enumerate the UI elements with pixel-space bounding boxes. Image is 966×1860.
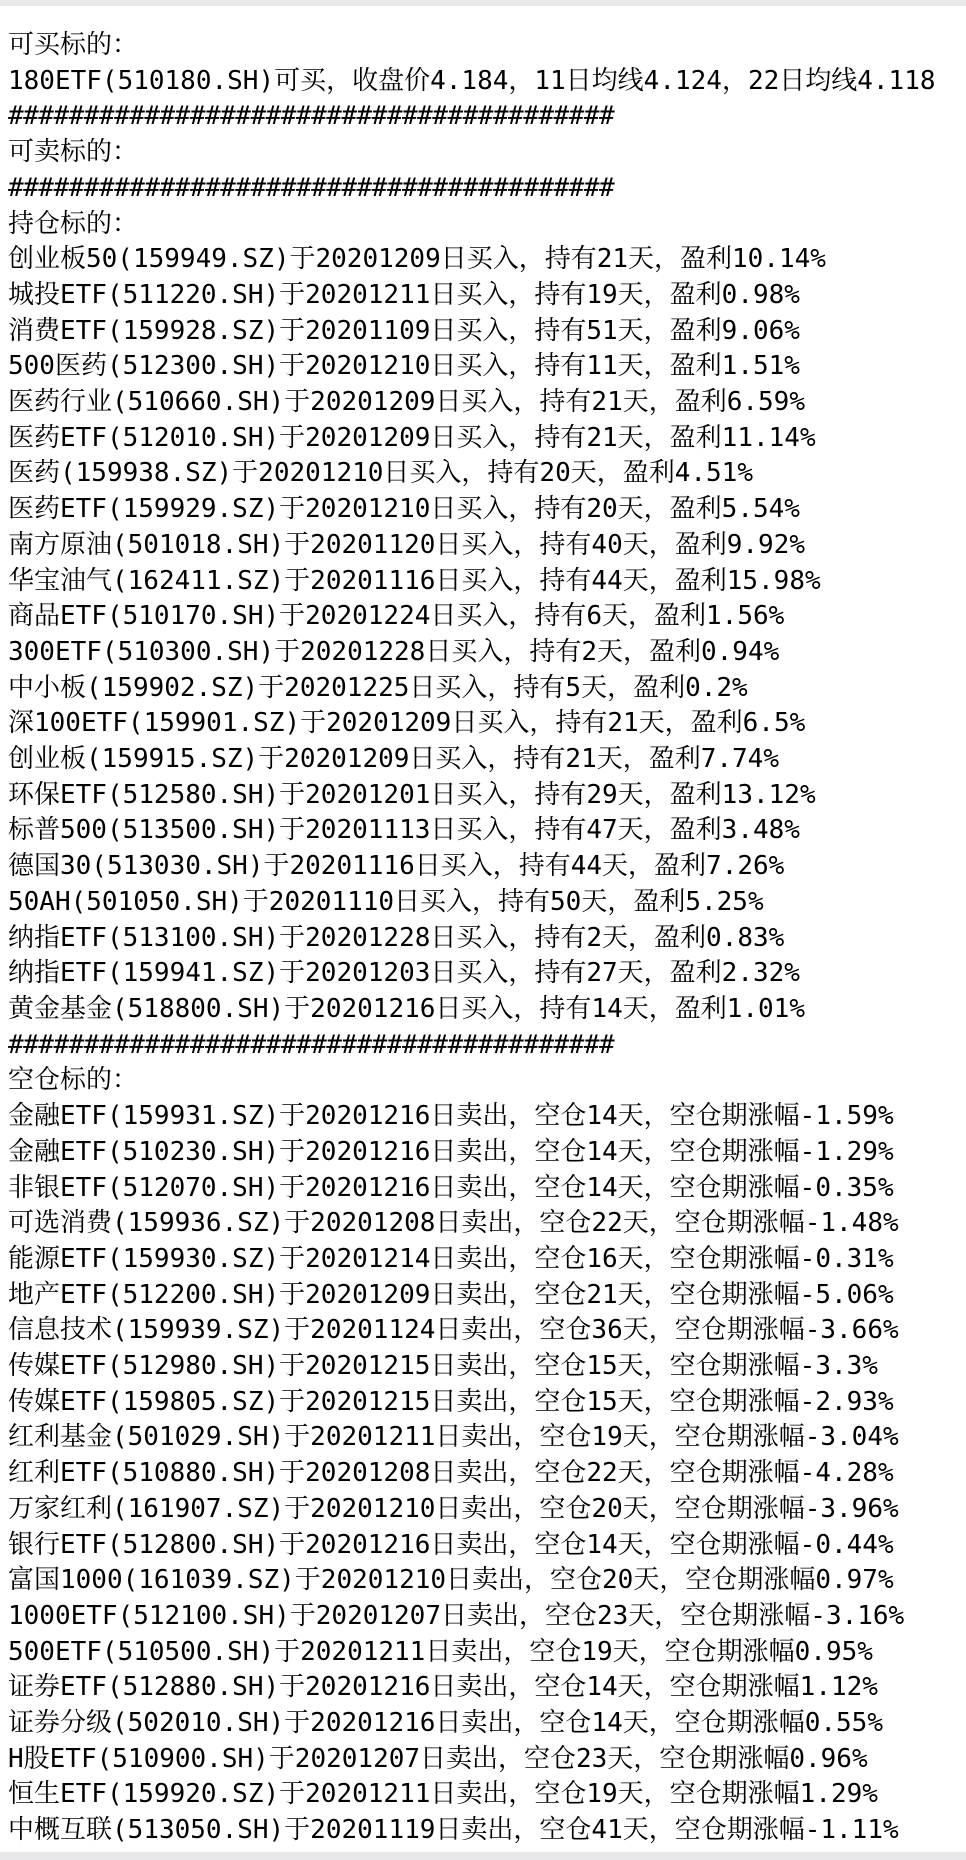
report-line: 信息技术(159939.SZ)于20201124日卖出，空仓36天，空仓期涨幅-3.66% — [8, 1315, 899, 1346]
report-line: 创业板50(159949.SZ)于20201209日买入，持有21天，盈利10.14% — [8, 244, 826, 275]
section-title-sellable: 可卖标的： — [8, 137, 139, 168]
report-line: 银行ETF(512800.SH)于20201216日卖出，空仓14天，空仓期涨幅-0.44% — [8, 1529, 894, 1560]
report-line: 180ETF(510180.SH)可买，收盘价4.184，11日均线4.124，22日均线4.118 — [8, 65, 936, 96]
report-line: 500ETF(510500.SH)于20201211日卖出，空仓19天，空仓期涨幅0.95% — [8, 1636, 873, 1667]
report-line: 标普500(513500.SH)于20201113日买入，持有47天，盈利3.48% — [8, 815, 800, 846]
report-line: H股ETF(510900.SH)于20201207日卖出，空仓23天，空仓期涨幅0.96% — [8, 1743, 868, 1774]
report-output — [0, 6, 966, 1852]
report-line: 传媒ETF(159805.SZ)于20201215日卖出，空仓15天，空仓期涨幅-2.93% — [8, 1386, 894, 1417]
report-line: 中小板(159902.SZ)于20201225日买入，持有5天，盈利0.2% — [8, 672, 748, 703]
report-line: 黄金基金(518800.SH)于20201216日买入，持有14天，盈利1.01% — [8, 993, 805, 1024]
report-line: 创业板(159915.SZ)于20201209日买入，持有21天，盈利7.74% — [8, 744, 779, 775]
report-line: 医药ETF(159929.SZ)于20201210日买入，持有20天，盈利5.54% — [8, 494, 800, 525]
report-line: 深100ETF(159901.SZ)于20201209日买入，持有21天，盈利6.5% — [8, 708, 806, 739]
report-line: 消费ETF(159928.SZ)于20201109日买入，持有51天，盈利9.06% — [8, 315, 800, 346]
report-line: 证券分级(502010.SH)于20201216日卖出，空仓14天，空仓期涨幅0.55% — [8, 1708, 883, 1739]
report-line: 可选消费(159936.SZ)于20201208日卖出，空仓22天，空仓期涨幅-1.48% — [8, 1208, 899, 1239]
separator-line: ######################################## — [8, 1029, 615, 1060]
report-line: 纳指ETF(513100.SH)于20201228日买入，持有2天，盈利0.83% — [8, 922, 785, 953]
report-line: 商品ETF(510170.SH)于20201224日买入，持有6天，盈利1.56% — [8, 601, 785, 632]
report-line: 能源ETF(159930.SZ)于20201214日卖出，空仓16天，空仓期涨幅-0.31% — [8, 1243, 894, 1274]
report-line: 城投ETF(511220.SH)于20201211日买入，持有19天，盈利0.98% — [8, 279, 800, 310]
report-line: 500医药(512300.SH)于20201210日买入，持有11天，盈利1.51% — [8, 351, 800, 382]
report-line: 恒生ETF(159920.SZ)于20201211日卖出，空仓19天，空仓期涨幅1.29% — [8, 1779, 878, 1810]
report-line: 纳指ETF(159941.SZ)于20201203日买入，持有27天，盈利2.32% — [8, 958, 800, 989]
report-line: 300ETF(510300.SH)于20201228日买入，持有2天，盈利0.94% — [8, 636, 780, 667]
report-line: 传媒ETF(512980.SH)于20201215日卖出，空仓15天，空仓期涨幅-3.3% — [8, 1351, 878, 1382]
report-line: 地产ETF(512200.SH)于20201209日卖出，空仓21天，空仓期涨幅-5.06% — [8, 1279, 894, 1310]
report-line: 中概互联(513050.SH)于20201119日卖出，空仓41天，空仓期涨幅-1.11% — [8, 1815, 899, 1846]
report-line: 医药行业(510660.SH)于20201209日买入，持有21天，盈利6.59% — [8, 387, 805, 418]
report-line: 金融ETF(159931.SZ)于20201216日卖出，空仓14天，空仓期涨幅-1.59% — [8, 1101, 894, 1132]
report-line: 红利基金(501029.SH)于20201211日卖出，空仓19天，空仓期涨幅-3.04% — [8, 1422, 899, 1453]
report-line: 1000ETF(512100.SH)于20201207日卖出，空仓23天，空仓期涨幅-3.16% — [8, 1600, 905, 1631]
report-line: 万家红利(161907.SZ)于20201210日卖出，空仓20天，空仓期涨幅-3.96% — [8, 1493, 899, 1524]
report-line: 环保ETF(512580.SH)于20201201日买入，持有29天，盈利13.12% — [8, 779, 816, 810]
report-line: 医药(159938.SZ)于20201210日买入，持有20天，盈利4.51% — [8, 458, 753, 489]
report-line: 金融ETF(510230.SH)于20201216日卖出，空仓14天，空仓期涨幅-1.29% — [8, 1136, 894, 1167]
report-line: 南方原油(501018.SH)于20201120日买入，持有40天，盈利9.92% — [8, 529, 805, 560]
report-line: 华宝油气(162411.SZ)于20201116日买入，持有44天，盈利15.98% — [8, 565, 821, 596]
section-title-shorts: 空仓标的： — [8, 1065, 139, 1096]
report-line: 德国30(513030.SH)于20201116日买入，持有44天，盈利7.26% — [8, 851, 785, 882]
section-title-buyable: 可买标的： — [8, 30, 139, 60]
separator-line: ######################################## — [8, 172, 615, 203]
report-line: 50AH(501050.SH)于20201110日买入，持有50天，盈利5.25% — [8, 886, 764, 917]
bottom-bar — [0, 1852, 966, 1860]
section-title-holdings: 持仓标的： — [8, 208, 139, 239]
report-line: 证券ETF(512880.SH)于20201216日卖出，空仓14天，空仓期涨幅1.12% — [8, 1672, 878, 1703]
separator-line: ######################################## — [8, 101, 615, 132]
report-line: 非银ETF(512070.SH)于20201216日卖出，空仓14天，空仓期涨幅-0.35% — [8, 1172, 894, 1203]
report-line: 医药ETF(512010.SH)于20201209日买入，持有21天，盈利11.14% — [8, 422, 816, 453]
report-line: 红利ETF(510880.SH)于20201208日卖出，空仓22天，空仓期涨幅-4.28% — [8, 1458, 894, 1489]
report-line: 富国1000(161039.SZ)于20201210日卖出，空仓20天，空仓期涨幅0.97% — [8, 1565, 894, 1596]
